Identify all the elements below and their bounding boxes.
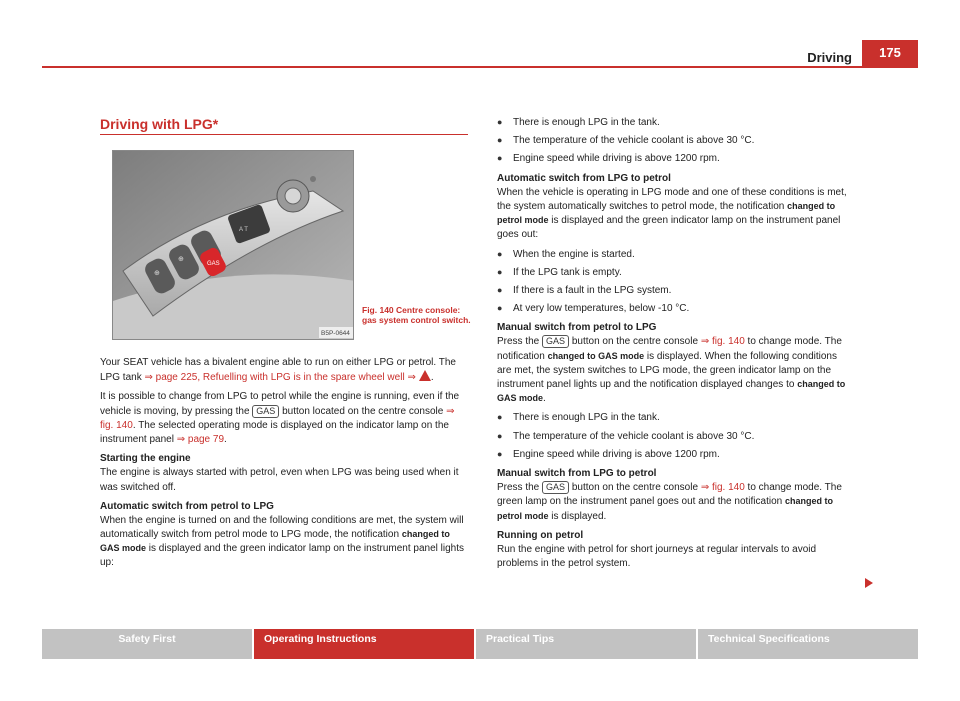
- svg-text:A T: A T: [239, 227, 248, 233]
- notification-text: changed to GAS mode: [497, 379, 846, 404]
- tab-operating-instructions[interactable]: Operating Instructions: [254, 629, 474, 659]
- figure-code: B5P-0644: [321, 330, 350, 337]
- tab-technical-specifications[interactable]: Technical Specifications: [698, 629, 918, 659]
- list-item: ● Engine speed while driving is above 1200 rpm.: [497, 153, 720, 165]
- list-item: ● The temperature of the vehicle coolant is above 30 °C.: [497, 135, 755, 147]
- list-item: ● If there is a fault in the LPG system.: [497, 284, 672, 296]
- running-paragraph: Run the engine with petrol for short journeys at regular intervals to avoid problems in the petrol system.: [497, 543, 817, 570]
- left-column: [100, 356, 470, 576]
- list-item: ● When the engine is started.: [497, 248, 635, 260]
- section-title: Driving with LPG*: [100, 116, 219, 132]
- list-item: ● There is enough LPG in the tank.: [497, 117, 660, 128]
- list-item: ● The temperature of the vehicle coolant is above 30 °C.: [497, 430, 755, 442]
- heading-manual-lpg-to-petrol: Manual switch from LPG to petrol: [497, 467, 657, 479]
- tab-safety-first[interactable]: Safety First: [42, 629, 252, 659]
- gas-key-label: GAS: [542, 335, 569, 348]
- heading-auto-petrol-to-lpg: Automatic switch from petrol to LPG: [100, 500, 274, 512]
- svg-text:⊕: ⊕: [154, 270, 160, 277]
- notification-text: changed to GAS mode: [100, 529, 450, 554]
- notification-text: changed to petrol mode: [497, 496, 833, 521]
- page-number: 175: [862, 40, 918, 66]
- header-rule: [42, 66, 918, 68]
- gas-key-label: GAS: [252, 405, 279, 418]
- svg-text:GAS: GAS: [207, 261, 220, 267]
- section-rule: [100, 134, 468, 135]
- list-item: ● Engine speed while driving is above 1200 rpm.: [497, 448, 720, 460]
- figure-caption: Fig. 140 Centre console: gas system control switch.: [362, 305, 471, 326]
- intro-paragraph: Your SEAT vehicle has a bivalent engine able to run on either LPG or petrol. The LPG tank ⇒ page 225, Refuelling with LPG is in the spare wheel well ⇒ .: [100, 357, 456, 384]
- link-fig-140[interactable]: ⇒ fig. 140: [700, 336, 745, 348]
- heading-starting-engine: Starting the engine: [100, 453, 191, 465]
- gas-key-label: GAS: [542, 481, 569, 494]
- warning-icon[interactable]: [419, 370, 431, 381]
- notification-text: changed to GAS mode: [547, 350, 645, 361]
- switch-paragraph: It is possible to change from LPG to petrol while the engine is running, even if the vehicle is moving, by pressing the GAS button located on the centre console ⇒ fig. 140. The selected operating mode is displayed on the indicator lamp on the instrument panel ⇒ page 79.: [100, 391, 460, 445]
- link-fig-140[interactable]: ⇒ fig. 140: [700, 482, 745, 494]
- right-column: [497, 116, 854, 576]
- conditions-list-2: [497, 248, 854, 317]
- auto-petrol-paragraph: When the vehicle is operating in LPG mode and one of these conditions is met, the system automatically switches to petrol mode, the notification changed to petrol mode is displayed and the green indicator lamp on the instrument panel goes out:: [497, 186, 847, 241]
- tab-practical-tips[interactable]: Practical Tips: [476, 629, 696, 659]
- link-fig-140[interactable]: ⇒ fig. 140: [100, 405, 455, 431]
- footer-tabs: [42, 629, 918, 659]
- auto-lpg-paragraph: When the engine is turned on and the following conditions are met, the system will automatically switch from petrol mode to LPG mode, the notification changed to GAS mode is displayed and the green indicator lamp on the instrument panel lights up:: [100, 514, 464, 569]
- link-refuelling-page[interactable]: ⇒ page 225, Refuelling with LPG is in the spare wheel well ⇒: [144, 372, 416, 384]
- manual-lpg-paragraph: Press the GAS button on the centre console ⇒ fig. 140 to change mode. The notification changed to GAS mode is displayed. When the following conditions are met, the system switches to LPG mode, the green indicator lamp on the instrument panel lights up and the notification displayed changes to changed to GAS mode.: [497, 336, 846, 405]
- heading-manual-petrol-to-lpg: Manual switch from petrol to LPG: [497, 322, 657, 334]
- list-item: ● At very low temperatures, below -10 °C.: [497, 303, 690, 315]
- notification-text: changed to petrol mode: [497, 200, 836, 226]
- link-page-79[interactable]: ⇒ page 79: [176, 433, 225, 445]
- heading-auto-lpg-to-petrol: Automatic switch from LPG to petrol: [497, 172, 671, 184]
- svg-text:⊕: ⊕: [178, 256, 184, 263]
- list-item: ● There is enough LPG in the tank.: [497, 412, 660, 424]
- list-item: ● If the LPG tank is empty.: [497, 266, 622, 278]
- page-title: Driving: [807, 50, 852, 65]
- conditions-list-1: [497, 116, 854, 167]
- continue-arrow-icon: [865, 578, 873, 588]
- figure-centre-console: [112, 150, 354, 340]
- heading-running-on-petrol: Running on petrol: [497, 529, 584, 541]
- starting-paragraph: The engine is always started with petrol, even when LPG was being used when it was switched off.: [100, 467, 459, 493]
- conditions-list-3: [497, 411, 854, 462]
- manual-petrol-paragraph: Press the GAS button on the centre console ⇒ fig. 140 to change mode. The green lamp on the instrument panel goes out and the notification changed to petrol mode is displayed.: [497, 482, 842, 522]
- console-illustration: [113, 151, 354, 340]
